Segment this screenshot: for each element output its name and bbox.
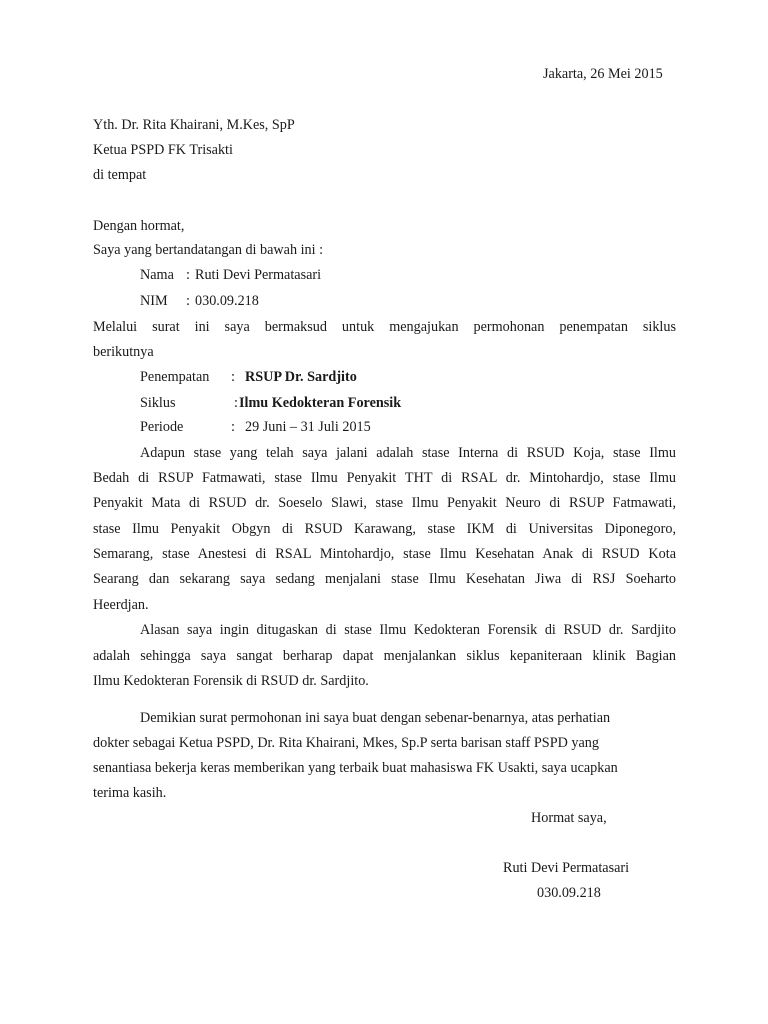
nim-separator: : (186, 293, 190, 309)
history-line-2: Bedah di RSUP Fatmawati, stase Ilmu Penyakit THT di RSAL dr. Mintohardjo, stase Ilmu (93, 470, 676, 486)
period-label: Periode (140, 419, 184, 435)
reason-line-2: adalah sehingga saya sangat berharap dapat menjalankan siklus kepaniteraan klinik Bagian (93, 648, 676, 664)
history-line-5: Semarang, stase Anestesi di RSAL Mintohardjo, stase Ilmu Kesehatan Anak di RSUD Kota (93, 546, 676, 562)
nim-label: NIM (140, 293, 168, 309)
cycle-label: Siklus (140, 395, 176, 411)
period-separator: : (231, 419, 235, 435)
history-line-7: Heerdjan. (93, 597, 149, 613)
history-line-6: Searang dan sekarang saya sedang menjalani stase Ilmu Kesehatan Jiwa di RSJ Soeharto (93, 571, 676, 587)
closing-line-4: terima kasih. (93, 785, 167, 801)
history-line-1: Adapun stase yang telah saya jalani adalah stase Interna di RSUD Koja, stase Ilmu (140, 445, 676, 461)
placement-separator: : (231, 369, 235, 385)
nim-value: 030.09.218 (195, 293, 259, 309)
closing-line-3: senantiasa bekerja keras memberikan yang terbaik buat mahasiswa FK Usakti, saya ucapkan (93, 760, 618, 776)
history-line-3: Penyakit Mata di RSUD dr. Soeselo Slawi, stase Ilmu Penyakit Neuro di RSUP Fatmawati, (93, 495, 676, 511)
name-separator: : (186, 267, 190, 283)
placement-value: RSUP Dr. Sardjito (245, 369, 357, 385)
name-value: Ruti Devi Permatasari (195, 267, 322, 283)
signer-nim: 030.09.218 (537, 885, 601, 901)
salutation: Dengan hormat, (93, 218, 185, 234)
signer-name: Ruti Devi Permatasari (503, 860, 630, 876)
recipient-line-1: Yth. Dr. Rita Khairani, M.Kes, SpP (93, 117, 295, 133)
regards: Hormat saya, (531, 810, 607, 826)
closing-line-1: Demikian surat permohonan ini saya buat dengan sebenar-benarnya, atas perhatian (140, 710, 611, 726)
cycle-separator: : (234, 395, 238, 411)
place-date: Jakarta, 26 Mei 2015 (543, 66, 663, 82)
placement-label: Penempatan (140, 369, 210, 385)
request-line-2: berikutnya (93, 344, 154, 360)
recipient-line-3: di tempat (93, 167, 147, 183)
history-line-4: stase Ilmu Penyakit Obgyn di RSUD Karawang, stase IKM di Universitas Diponegoro, (93, 521, 676, 537)
cycle-value: Ilmu Kedokteran Forensik (239, 395, 402, 411)
reason-line-3: Ilmu Kedokteran Forensik di RSUD dr. Sardjito. (93, 673, 369, 689)
intro-line: Saya yang bertandatangan di bawah ini : (93, 242, 324, 258)
request-line-1: Melalui surat ini saya bermaksud untuk mengajukan permohonan penempatan siklus (93, 319, 676, 335)
period-value: 29 Juni – 31 Juli 2015 (245, 419, 371, 435)
recipient-line-2: Ketua PSPD FK Trisakti (93, 142, 233, 158)
closing-line-2: dokter sebagai Ketua PSPD, Dr. Rita Khairani, Mkes, Sp.P serta barisan staff PSPD yang (93, 735, 599, 751)
name-label: Nama (140, 267, 174, 283)
reason-line-1: Alasan saya ingin ditugaskan di stase Ilmu Kedokteran Forensik di RSUD dr. Sardjito (140, 622, 676, 638)
